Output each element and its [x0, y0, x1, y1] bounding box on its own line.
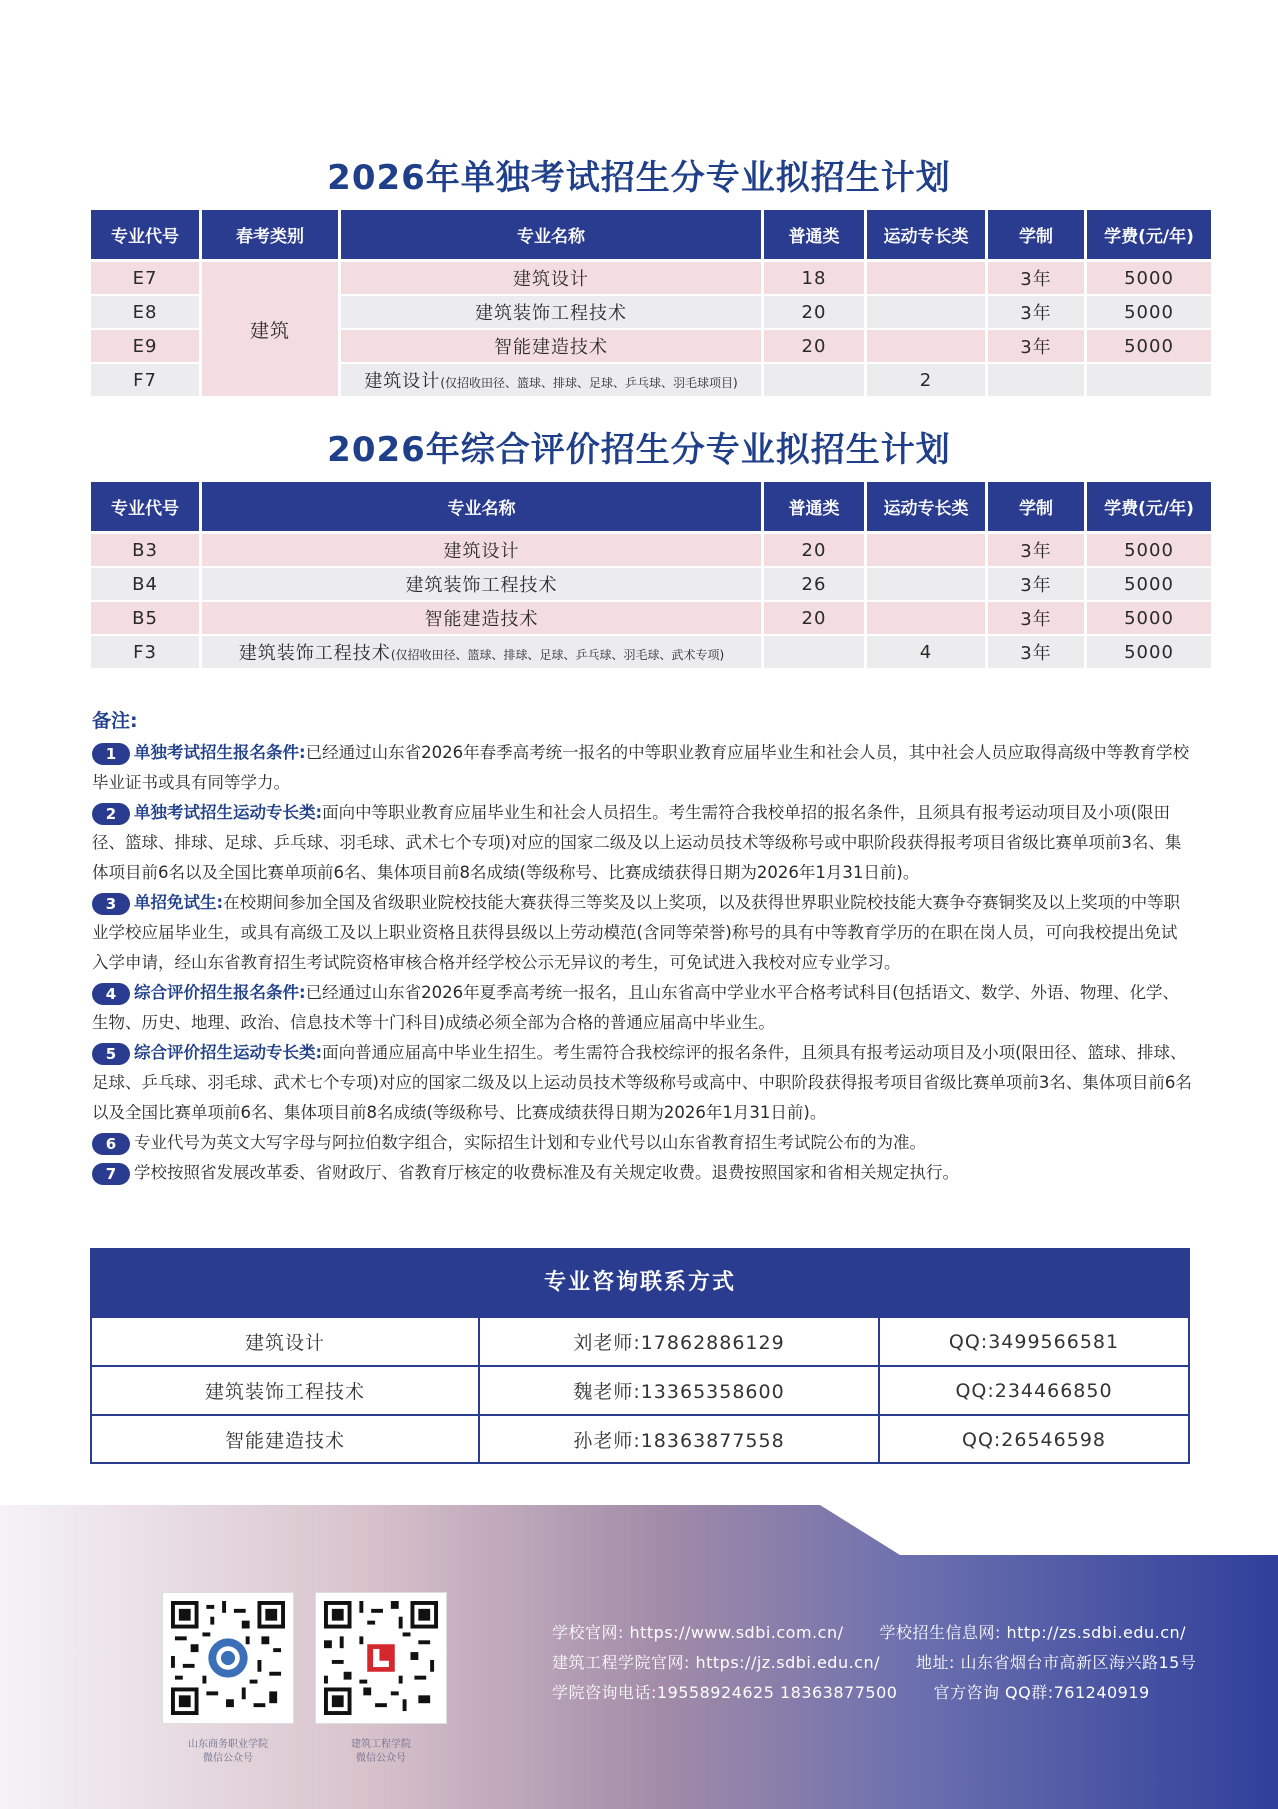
regular-cell: 20 — [764, 296, 864, 330]
note-text: 专业代号为英文大写字母与阿拉伯数字组合，实际招生计划和专业代号以山东省教育招生考试院公布的为准。 — [134, 1133, 926, 1152]
major-cell: 建筑装饰工程技术 — [341, 296, 761, 330]
sport-cell — [867, 262, 985, 296]
note-text: 已经通过山东省2026年春季高考统一报名的中等职业教育应届毕业生和社会人员，其中社会人员应取得高级中等教育学校毕业证书或具有同等学力。 — [92, 743, 1190, 792]
major-name: 建筑装饰工程技术 — [238, 643, 391, 664]
years-cell: 3年 — [988, 568, 1084, 602]
major-cell — [341, 364, 761, 398]
major-cell: 建筑装饰工程技术 — [202, 568, 761, 602]
contact-teacher: 刘老师:17862886129 — [480, 1318, 880, 1365]
note-label: 单招免试生: — [134, 893, 224, 912]
years-cell: 3年 — [988, 330, 1084, 364]
fee-cell — [1087, 364, 1211, 398]
note-number: 1 — [92, 743, 130, 765]
fee-cell: 5000 — [1087, 262, 1211, 296]
regular-cell: 20 — [764, 330, 864, 364]
header-cell: 春考类别 — [202, 210, 338, 262]
regular-cell — [764, 636, 864, 670]
note-number: 5 — [92, 1043, 130, 1065]
note-number: 7 — [92, 1163, 130, 1185]
qr-caption-line: 山东商务职业学院 — [188, 1739, 268, 1750]
regular-cell: 20 — [764, 602, 864, 636]
years-cell: 3年 — [988, 534, 1084, 568]
contact-teacher: 孙老师:18363877558 — [480, 1416, 880, 1463]
years-cell — [988, 364, 1084, 398]
contact-major: 建筑装饰工程技术 — [92, 1367, 480, 1414]
sport-cell — [867, 568, 985, 602]
note-item — [92, 888, 1192, 978]
contact-teacher: 魏老师:13365358600 — [480, 1367, 880, 1414]
header-cell: 专业代号 — [91, 482, 199, 534]
qq-group: 官方咨询 QQ群:761240919 — [933, 1683, 1150, 1702]
admission-website[interactable]: 学校招生信息网: http://zs.sdbi.edu.cn/ — [879, 1623, 1187, 1642]
plan1-table — [88, 210, 1214, 398]
note-label: 综合评价招生报名条件: — [134, 983, 306, 1002]
qr-caption-line: 建筑工程学院 — [351, 1739, 411, 1750]
footer-info — [552, 1618, 1252, 1708]
contact-major: 智能建造技术 — [92, 1416, 480, 1463]
table-row — [91, 636, 1211, 670]
major-cell: 建筑设计 — [341, 262, 761, 296]
header-cell: 运动专长类 — [867, 482, 985, 534]
header-cell: 学费(元/年) — [1087, 482, 1211, 534]
code-cell: E7 — [91, 262, 199, 296]
contact-row — [92, 1365, 1188, 1414]
address: 地址: 山东省烟台市高新区海兴路15号 — [916, 1653, 1197, 1672]
sport-cell: 4 — [867, 636, 985, 670]
qr-code-icon — [171, 1601, 285, 1715]
sport-cell — [867, 534, 985, 568]
major-cell — [202, 636, 761, 670]
contact-qq: QQ:234466850 — [955, 1379, 1113, 1402]
major-name: 建筑设计 — [364, 371, 441, 392]
header-cell: 专业名称 — [202, 482, 761, 534]
school-website[interactable]: 学校官网: https://www.sdbi.com.cn/ — [552, 1623, 844, 1642]
fee-cell: 5000 — [1087, 296, 1211, 330]
code-cell: E8 — [91, 296, 199, 330]
note-number: 3 — [92, 893, 130, 915]
note-item — [92, 738, 1192, 798]
regular-cell: 26 — [764, 568, 864, 602]
plan2-table — [88, 482, 1214, 670]
years-cell: 3年 — [988, 636, 1084, 670]
major-note: (仅招收田径、篮球、排球、足球、乒乓球、羽毛球项目) — [440, 376, 738, 390]
years-cell: 3年 — [988, 296, 1084, 330]
table-header-row — [91, 482, 1211, 534]
fee-cell: 5000 — [1087, 602, 1211, 636]
note-text: 已经通过山东省2026年夏季高考统一报名，且山东省高中学业水平合格考试科目(包括语文、数学、外语、物理、化学、生物、历史、地理、政治、信息技术等十门科目)成绩必须全部为合格的普通应届高中毕业生。 — [92, 983, 1180, 1032]
code-cell: B3 — [91, 534, 199, 568]
fee-cell: 5000 — [1087, 568, 1211, 602]
contact-qq: QQ:3499566581 — [948, 1330, 1120, 1353]
category-cell: 建筑 — [202, 262, 338, 398]
major-note: (仅招收田径、篮球、排球、足球、乒乓球、羽毛球、武术专项) — [390, 648, 725, 662]
fee-cell: 5000 — [1087, 636, 1211, 670]
note-item — [92, 1128, 1192, 1158]
college-website[interactable]: 建筑工程学院官网: https://jz.sdbi.edu.cn/ — [552, 1653, 880, 1672]
code-cell: E9 — [91, 330, 199, 364]
code-cell: B4 — [91, 568, 199, 602]
contact-table — [90, 1248, 1190, 1464]
header-cell: 运动专长类 — [867, 210, 985, 262]
fee-cell: 5000 — [1087, 330, 1211, 364]
qr-caption-line: 微信公众号 — [203, 1753, 253, 1764]
consult-phone: 学院咨询电话:19558924625 18363877500 — [552, 1683, 898, 1702]
qr-caption — [158, 1738, 298, 1766]
note-text: 面向普通应届高中毕业生招生。考生需符合我校综评的报名条件，且须具有报考运动项目及小项(限田径、篮球、排球、足球、乒乓球、羽毛球、武术七个专项)对应的国家二级及以上运动员技术等级称号或高中、中职阶段获得报考项目省级比赛单项前3名、集体项目前6名以及全国比赛单项前6名、集体项目前8名成绩(等级称号、比赛成绩获得日期为2026年1月31日前)。 — [92, 1043, 1192, 1122]
school-wechat-qr-code — [162, 1592, 294, 1724]
major-cell: 智能建造技术 — [202, 602, 761, 636]
code-cell: F7 — [91, 364, 199, 398]
note-number: 2 — [92, 803, 130, 825]
qr-caption — [311, 1738, 451, 1766]
plan2-title: 2026年综合评价招生分专业拟招生计划 — [327, 430, 951, 470]
table-row — [91, 602, 1211, 636]
note-label: 综合评价招生运动专长类: — [134, 1043, 323, 1062]
header-cell: 学费(元/年) — [1087, 210, 1211, 262]
code-cell: B5 — [91, 602, 199, 636]
contact-qq: QQ:26546598 — [961, 1428, 1107, 1451]
regular-cell: 18 — [764, 262, 864, 296]
header-cell: 专业代号 — [91, 210, 199, 262]
notes-section — [92, 706, 1192, 1188]
note-number: 4 — [92, 983, 130, 1005]
regular-cell: 20 — [764, 534, 864, 568]
contact-row — [92, 1414, 1188, 1463]
plan1-title: 2026年单独考试招生分专业拟招生计划 — [327, 158, 951, 198]
notes-heading: 备注: — [92, 710, 138, 732]
years-cell: 3年 — [988, 602, 1084, 636]
note-label: 单独考试招生运动专长类: — [134, 803, 323, 822]
header-cell: 学制 — [988, 210, 1084, 262]
sport-cell — [867, 602, 985, 636]
fee-cell: 5000 — [1087, 534, 1211, 568]
table-row — [91, 568, 1211, 602]
header-cell: 普通类 — [764, 482, 864, 534]
note-text: 学校按照省发展改革委、省财政厅、省教育厅核定的收费标准及有关规定收费。退费按照国家和省相关规定执行。 — [134, 1163, 959, 1182]
note-text: 面向中等职业教育应届毕业生和社会人员招生。考生需符合我校单招的报名条件，且须具有报考运动项目及小项(限田径、篮球、排球、足球、乒乓球、羽毛球、武术七个专项)对应的国家二级及以上运动员技术等级称号或中职阶段获得报考项目省级比赛单项前3名、集体项目前6名以及全国比赛单项前6名、集体项目前8名成绩(等级称号、比赛成绩获得日期为2026年1月31日前)。 — [92, 803, 1182, 882]
qr-code-icon — [324, 1601, 438, 1715]
table-header-row — [91, 210, 1211, 262]
header-cell: 专业名称 — [341, 210, 761, 262]
note-text: 在校期间参加全国及省级职业院校技能大赛获得三等奖及以上奖项，以及获得世界职业院校技能大赛争夺赛铜奖及以上奖项的中等职业学校应届毕业生，或具有高级工及以上职业资格且获得县级以上劳动模范(含同等荣誉)称号的具有中等教育学历的在职在岗人员，可向我校提出免试入学申请，经山东省教育招生考试院资格审核合格并经学校公示无异议的考生，可免试进入我校对应专业学习。 — [92, 893, 1181, 972]
years-cell: 3年 — [988, 262, 1084, 296]
major-cell: 智能建造技术 — [341, 330, 761, 364]
regular-cell — [764, 364, 864, 398]
sport-cell — [867, 296, 985, 330]
contact-major: 建筑设计 — [92, 1318, 480, 1365]
header-cell: 普通类 — [764, 210, 864, 262]
table-row — [91, 534, 1211, 568]
table-row — [91, 262, 1211, 296]
note-item — [92, 1158, 1192, 1188]
college-wechat-qr-code — [315, 1592, 447, 1724]
note-item — [92, 798, 1192, 888]
code-cell: F3 — [91, 636, 199, 670]
major-cell: 建筑设计 — [202, 534, 761, 568]
contact-row — [92, 1316, 1188, 1365]
note-item — [92, 978, 1192, 1038]
header-cell: 学制 — [988, 482, 1084, 534]
sport-cell: 2 — [867, 364, 985, 398]
note-item — [92, 1038, 1192, 1128]
note-label: 单独考试招生报名条件: — [134, 743, 306, 762]
qr-caption-line: 微信公众号 — [356, 1753, 406, 1764]
sport-cell — [867, 330, 985, 364]
contact-title: 专业咨询联系方式 — [92, 1250, 1188, 1316]
note-number: 6 — [92, 1133, 130, 1155]
